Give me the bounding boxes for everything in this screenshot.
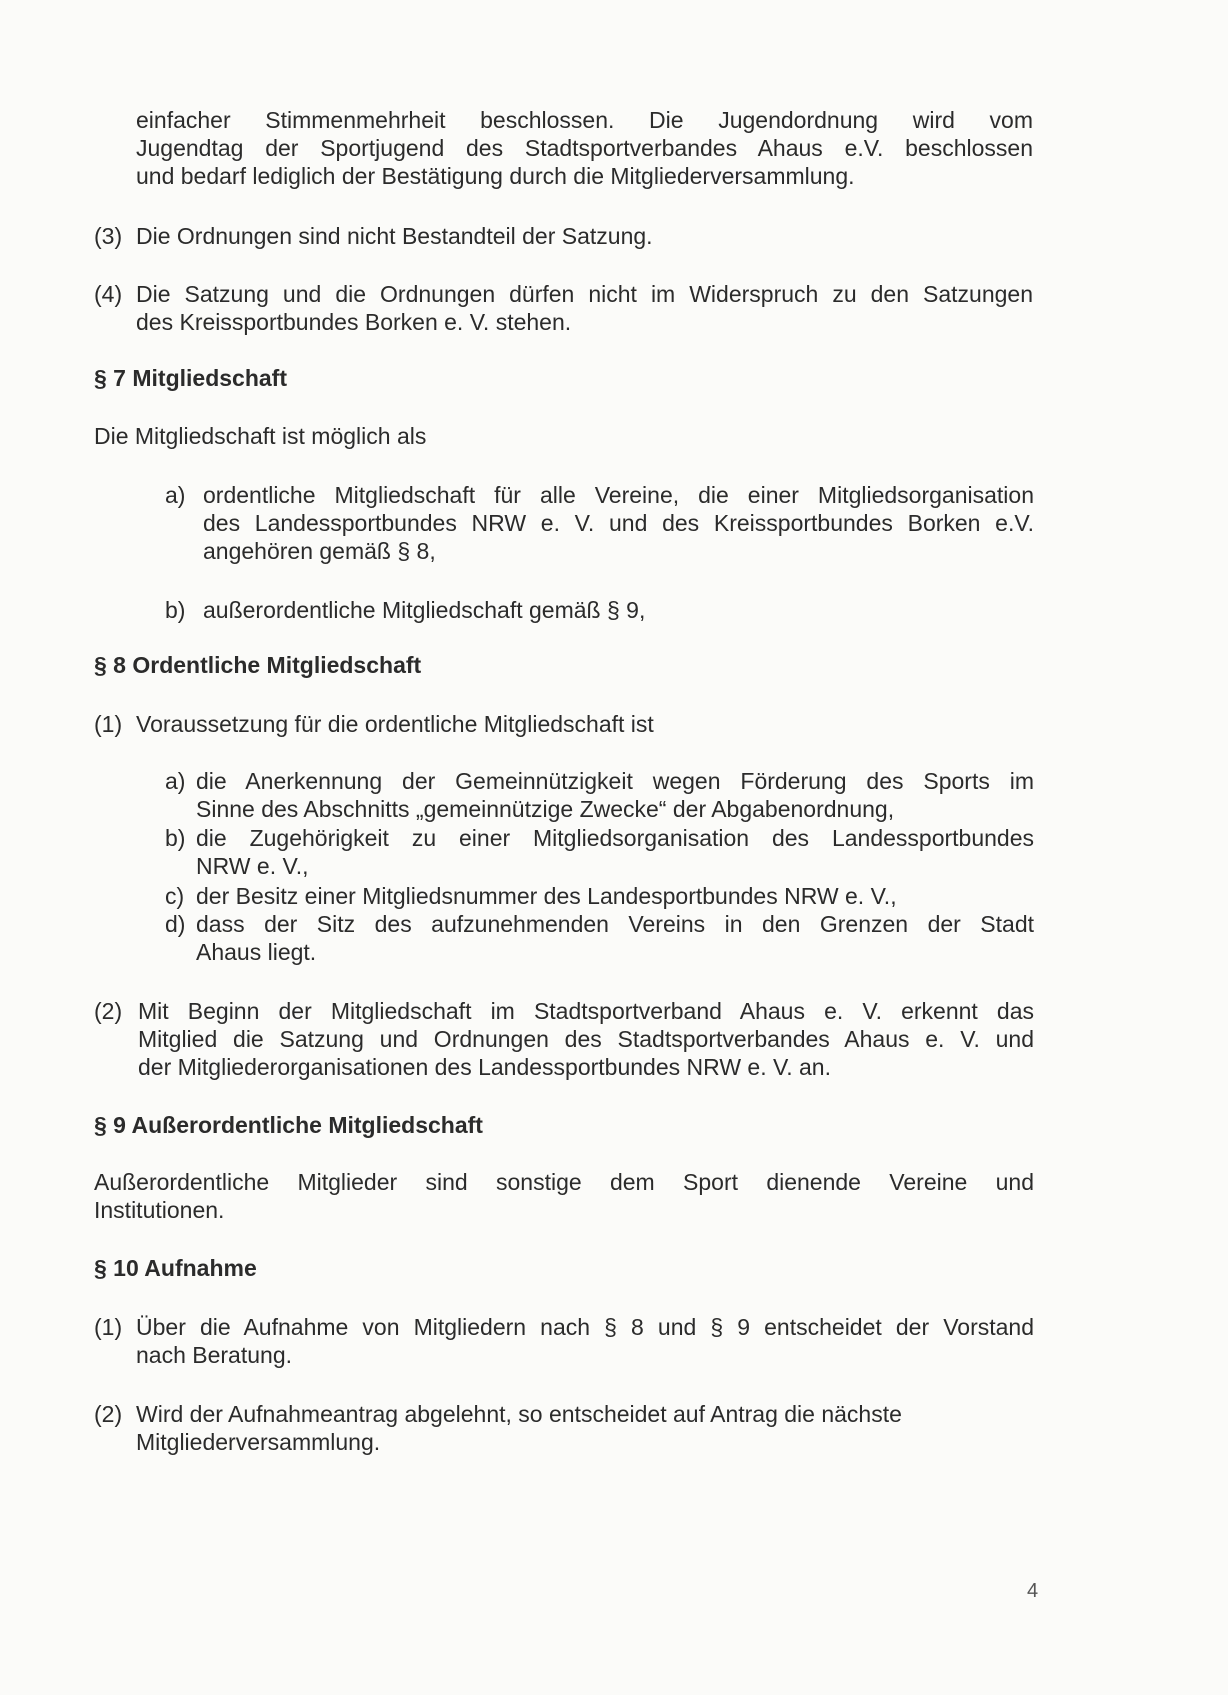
text-line: Ahaus liegt. <box>196 939 317 965</box>
text-line: Über die Aufnahme von Mitgliedern nach § 8 und § 9 entscheidet der Vorstand <box>136 1314 1034 1340</box>
list-label: a) <box>165 482 186 508</box>
list-item <box>196 882 1034 910</box>
text-line: NRW e. V., <box>196 853 309 879</box>
paragraph-3 <box>136 222 1033 250</box>
paragraph-number: (2) <box>94 998 123 1024</box>
text-line: des Kreissportbundes Borken e. V. stehen. <box>136 309 572 335</box>
page-number: 4 <box>1027 1580 1039 1602</box>
text-line: einfacher Stimmenmehrheit beschlossen. Die Jugendordnung wird vom <box>136 107 1033 133</box>
list-item <box>203 481 1034 565</box>
list-label: d) <box>165 911 186 937</box>
text-line: Institutionen. <box>94 1197 225 1223</box>
text-line: und bedarf lediglich der Bestätigung durch die Mitgliederversammlung. <box>136 163 855 189</box>
text-line: dass der Sitz des aufzunehmenden Vereins in den Grenzen der Stadt <box>196 911 1034 937</box>
text-line: Außerordentliche Mitglieder sind sonstige dem Sport dienende Vereine und <box>94 1169 1034 1195</box>
list-label: b) <box>165 597 186 623</box>
list-label: b) <box>165 825 186 851</box>
section-heading: § 10 Aufnahme <box>94 1255 257 1281</box>
paragraph-number: (1) <box>94 711 123 737</box>
text-line: der Mitgliederorganisationen des Landessportbundes NRW e. V. an. <box>138 1054 831 1080</box>
section-7-intro: Die Mitgliedschaft ist möglich als <box>94 423 427 449</box>
text-line: die Zugehörigkeit zu einer Mitgliedsorganisation des Landessportbundes <box>196 825 1034 851</box>
text-line: nach Beratung. <box>136 1342 293 1368</box>
paragraph-text <box>136 1313 1034 1369</box>
text-line: der Besitz einer Mitgliedsnummer des Landesportbundes NRW e. V., <box>196 883 897 909</box>
paragraph-text: Voraussetzung für die ordentliche Mitgliedschaft ist <box>136 711 654 737</box>
paragraph-text <box>138 997 1034 1081</box>
paragraph-text <box>136 1400 1034 1456</box>
paragraph-number: (3) <box>94 223 123 249</box>
text-line: ordentliche Mitgliedschaft für alle Vereine, die einer Mitgliedsorganisation <box>203 482 1034 508</box>
list-item <box>196 767 1034 823</box>
intro-paragraph <box>136 106 1033 190</box>
text-line: Mitglied die Satzung und Ordnungen des Stadtsportverbandes Ahaus e. V. und <box>138 1026 1034 1052</box>
text-line: Mit Beginn der Mitgliedschaft im Stadtsportverband Ahaus e. V. erkennt das <box>138 998 1034 1024</box>
text-line: Die Satzung und die Ordnungen dürfen nicht im Widerspruch zu den Satzungen <box>136 281 1033 307</box>
list-label: c) <box>165 883 185 909</box>
paragraph-number: (2) <box>94 1401 123 1427</box>
list-label: a) <box>165 768 186 794</box>
paragraph-number: (4) <box>94 281 123 307</box>
text-line: angehören gemäß § 8, <box>203 538 436 564</box>
text-line: Sinne des Abschnitts „gemeinnützige Zwecke“ der Abgabenordnung, <box>196 796 895 822</box>
section-heading: § 7 Mitgliedschaft <box>94 365 287 391</box>
list-item <box>196 910 1034 966</box>
list-item <box>196 824 1034 880</box>
text-line: Jugendtag der Sportjugend des Stadtsportverbandes Ahaus e.V. beschlossen <box>136 135 1033 161</box>
paragraph-4 <box>136 280 1033 336</box>
text-line: Wird der Aufnahmeantrag abgelehnt, so entscheidet auf Antrag die nächste <box>136 1401 902 1427</box>
text-line: Die Ordnungen sind nicht Bestandteil der Satzung. <box>136 223 653 249</box>
text-line: die Anerkennung der Gemeinnützigkeit wegen Förderung des Sports im <box>196 768 1034 794</box>
list-item <box>203 596 1034 624</box>
text-line: Mitgliederversammlung. <box>136 1429 381 1455</box>
paragraph-number: (1) <box>94 1314 123 1340</box>
paragraph-text <box>94 1168 1034 1224</box>
text-line: außerordentliche Mitgliedschaft gemäß § 9, <box>203 597 646 623</box>
section-heading: § 8 Ordentliche Mitgliedschaft <box>94 652 422 678</box>
section-heading: § 9 Außerordentliche Mitgliedschaft <box>94 1112 483 1138</box>
text-line: des Landessportbundes NRW e. V. und des Kreissportbundes Borken e.V. <box>203 510 1034 536</box>
